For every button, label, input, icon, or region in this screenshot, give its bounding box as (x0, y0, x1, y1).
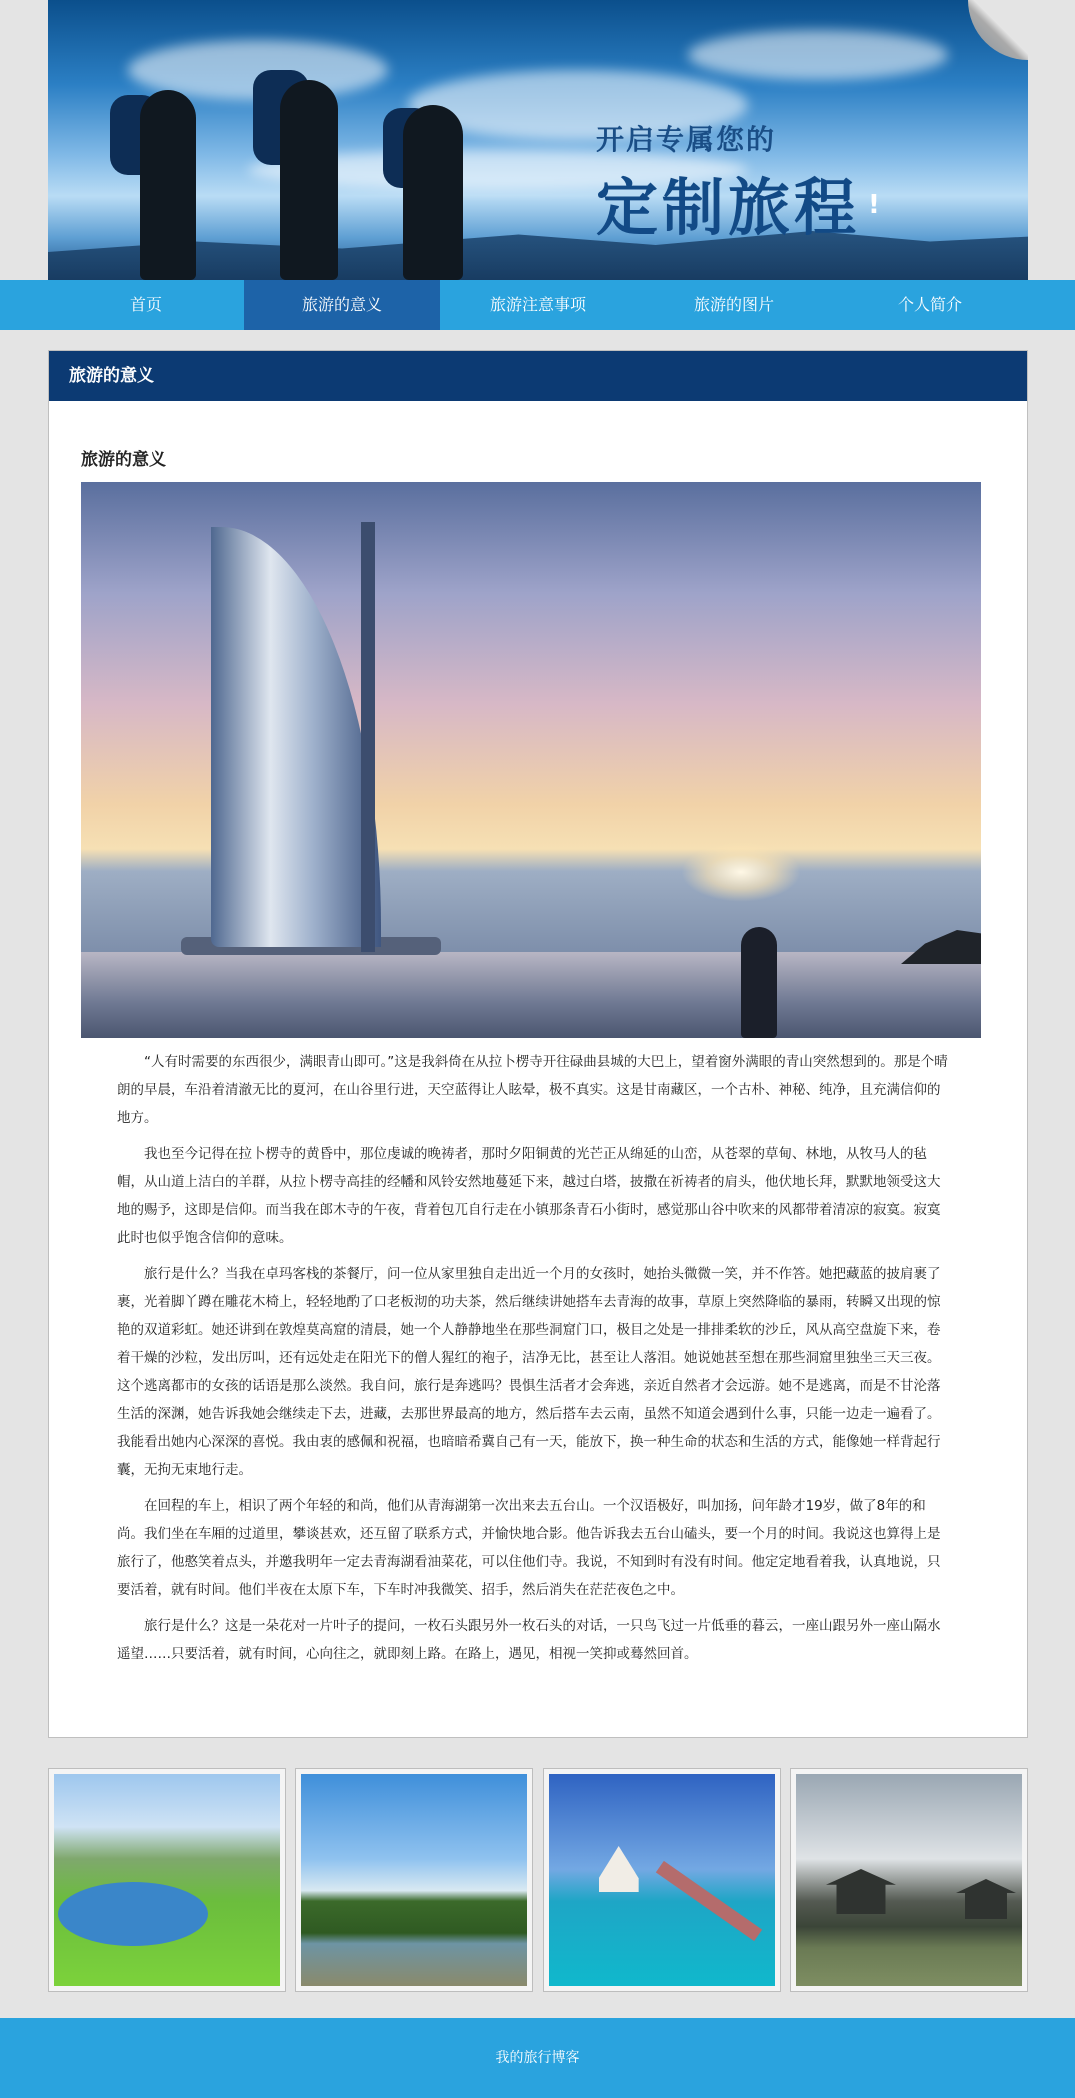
gallery-thumb-tropical-pier[interactable] (543, 1768, 781, 1992)
footer (0, 2018, 1075, 2098)
nav-item-profile[interactable]: 个人简介 (897, 295, 962, 314)
article-paragraph: 旅行是什么？这是一朵花对一片叶子的提问，一枚石头跟另外一枚石头的对话，一只鸟飞过一片低垂的暮云，一座山跟另外一座山隔水遥望……只要活着，就有时间，心向往之，就即刻上路。在路上，遇见，相视一笑抑或蓦然回首。 (117, 1618, 941, 1662)
gallery-thumb-lake-golf-course[interactable] (48, 1768, 286, 1992)
nav-item-travel-photos[interactable]: 旅游的图片 (693, 295, 774, 314)
article-paragraph: “人有时需要的东西很少，满眼青山即可。”这是我斜倚在从拉卜楞寺开往碌曲县城的大巴上，望着窗外满眼的青山突然想到的。那是个晴朗的早晨，车沿着清澈无比的夏河，在山谷里行进，天空蓝得让人眩晕，极不真实。这是甘南藏区，一个古朴、神秘、纯净，且充满信仰的地方。 (117, 1054, 948, 1126)
nav-item-travel-meaning[interactable]: 旅游的意义 (244, 280, 440, 330)
main-nav (0, 280, 1075, 330)
footer-text: 我的旅行博客 (495, 2050, 580, 2066)
article-title: 旅游的意义 (81, 450, 166, 470)
content-panel (48, 350, 1028, 1738)
banner-title-large: 定制旅程 (596, 171, 861, 244)
article-paragraph: 在回程的车上，相识了两个年轻的和尚，他们从青海湖第一次出来去五台山。一个汉语极好，叫加扬，问年龄才19岁，做了8年的和尚。我们坐在车厢的过道里，攀谈甚欢，还互留了联系方式，并愉快地合影。他告诉我去五台山磕头，要一个月的时间。我说这也算得上是旅行了，他憨笑着点头，并邀我明年一定去青海湖看油菜花，可以住他们寺。我说，不知到时有没有时间。他定定地看着我，认真地说，只要活着，就有时间。他们半夜在太原下车，下车时冲我微笑、招手，然后消失在茫茫夜色之中。 (117, 1498, 941, 1598)
banner-title-mark: ! (868, 190, 880, 220)
article-body (117, 1048, 949, 1676)
page-curl-decoration (968, 0, 1028, 60)
header-banner (48, 0, 1028, 280)
photo-gallery (48, 1768, 1028, 1992)
banner-title-small: 开启专属您的 (596, 123, 777, 156)
article-paragraph: 旅行是什么？当我在卓玛客栈的茶餐厅，问一位从家里独自走出近一个月的女孩时，她抬头微微一笑，并不作答。她把藏蓝的披肩裹了裹，光着脚丫蹲在雕花木椅上，轻轻地酌了口老板沏的功夫茶，然后继续讲她搭车去青海的故事，草原上突然降临的暴雨，转瞬又出现的惊艳的双道彩虹。她还讲到在敦煌莫高窟的清晨，她一个人静静地坐在那些洞窟门口，极目之处是一排排柔软的沙丘，风从高空盘旋下来，卷着干燥的沙粒，发出厉叫，还有远处走在阳光下的僧人猩红的袍子，洁净无比，甚至让人落泪。她说她甚至想在那些洞窟里独坐三天三夜。这个逃离都市的女孩的话语是那么淡然。我自问，旅行是奔逃吗？畏惧生活者才会奔逃，亲近自然者才会远游。她不是逃离，而是不甘沦落生活的深渊，她告诉我她会继续走下去，进藏，去那世界最高的地方，然后搭车去云南，虽然不知道会遇到什么事，只能一边走一遍看了。我能看出她内心深深的喜悦。我由衷的感佩和祝福，也暗暗希冀自己有一天，能放下，换一种生命的状态和生活的方式，能像她一样背起行囊，无拘无束地行走。 (117, 1266, 941, 1478)
article-photo-burj-al-arab (81, 482, 981, 1038)
article-paragraph: 我也至今记得在拉卜楞寺的黄昏中，那位虔诚的晚祷者，那时夕阳铜黄的光芒正从绵延的山峦，从苍翠的草甸、林地，从牧马人的毡帽，从山道上洁白的羊群，从拉卜楞寺高挂的经幡和风铃安然地蔓延下来，越过白塔，披撒在祈祷者的肩头，他伏地长拜，默默地领受这大地的赐予，这即是信仰。而当我在郎木寺的午夜，背着包兀自行走在小镇那条青石小街时，感觉那山谷中吹来的风都带着清凉的寂寞。寂寞此时也似乎饱含信仰的意味。 (117, 1146, 941, 1246)
nav-item-travel-notes[interactable]: 旅游注意事项 (489, 295, 586, 314)
gallery-thumb-chinese-pavilion[interactable] (790, 1768, 1028, 1992)
panel-title: 旅游的意义 (49, 351, 1027, 401)
nav-item-home[interactable]: 首页 (129, 295, 162, 314)
gallery-thumb-forest-lake[interactable] (295, 1768, 533, 1992)
